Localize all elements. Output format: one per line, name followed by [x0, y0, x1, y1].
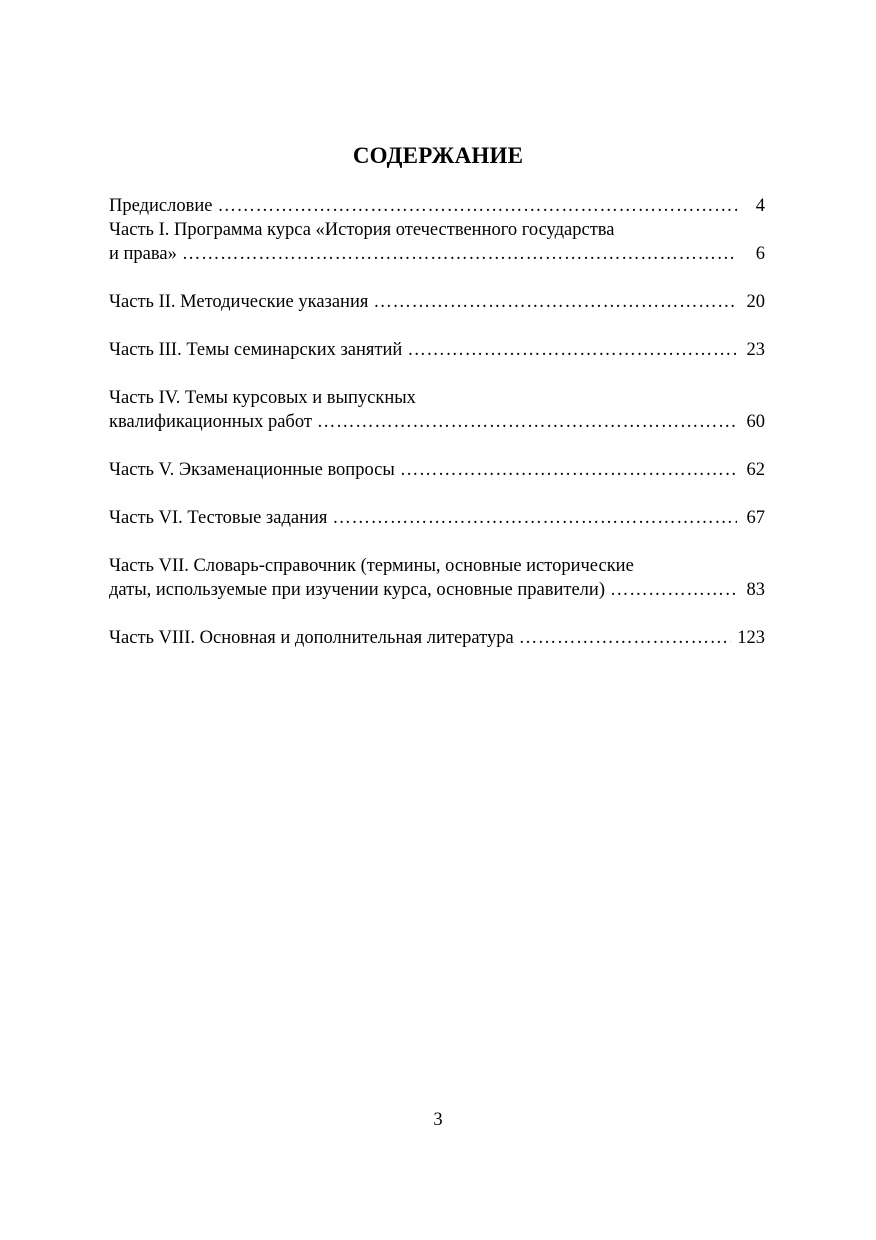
toc-entry-part-4[interactable] [109, 386, 765, 434]
toc-entry-line [109, 578, 765, 602]
toc-entry-line [109, 410, 765, 434]
toc-entry-title: Предисловие [109, 196, 213, 216]
toc-entry-title: даты, используемые при изучении курса, основные правители) [109, 580, 605, 600]
toc-entry-title-line: Часть VII. Словарь-справочник (термины, основные исторические [109, 556, 634, 576]
toc-entry-title-line: Часть I. Программа курса «История отечественного государства [109, 220, 615, 240]
dot-leader [610, 578, 737, 602]
toc-entry-part-3[interactable] [109, 338, 765, 362]
dot-leader [373, 290, 737, 314]
toc-entry-page: 123 [737, 628, 765, 648]
toc-entry-page: 4 [755, 196, 765, 216]
toc-entry-title: Часть VI. Тестовые задания [109, 508, 328, 528]
toc-entry-part-7[interactable] [109, 554, 765, 602]
toc-entry-part-5[interactable] [109, 458, 765, 482]
dot-leader [317, 410, 737, 434]
toc-entry-title-line: Часть IV. Темы курсовых и выпускных [109, 388, 416, 408]
toc-entry-preface[interactable] [109, 194, 765, 218]
toc-entry-page: 83 [746, 580, 765, 600]
toc-entry-title: Часть III. Темы семинарских занятий [109, 340, 403, 360]
dot-leader [217, 194, 737, 218]
dot-leader [519, 626, 732, 650]
page-number: 3 [433, 1110, 443, 1130]
dot-leader [332, 506, 737, 530]
toc-entry-line [109, 506, 765, 530]
toc-entry-part-8[interactable] [109, 626, 765, 650]
toc-entry-part-6[interactable] [109, 506, 765, 530]
toc-entry-line [109, 242, 765, 266]
table-of-contents [109, 194, 765, 650]
dot-leader [407, 338, 737, 362]
toc-entry-page: 23 [746, 340, 765, 360]
toc-entry-page: 67 [746, 508, 765, 528]
toc-entry-part-1[interactable] [109, 218, 765, 266]
toc-entry-page: 62 [746, 460, 765, 480]
toc-entry-title: Часть V. Экзаменационные вопросы [109, 460, 395, 480]
toc-entry-line [109, 458, 765, 482]
dot-leader [182, 242, 737, 266]
toc-entry-part-2[interactable] [109, 290, 765, 314]
toc-entry-line [109, 626, 765, 650]
toc-entry-page: 6 [755, 244, 765, 264]
toc-entry-title: Часть VIII. Основная и дополнительная литература [109, 628, 514, 648]
toc-entry-line [109, 194, 765, 218]
dot-leader [400, 458, 737, 482]
toc-entry-page: 20 [746, 292, 765, 312]
page-title: СОДЕРЖАНИЕ [352, 143, 524, 168]
toc-entry-page: 60 [746, 412, 765, 432]
toc-entry-title: и права» [109, 244, 177, 264]
toc-entry-title: квалификационных работ [109, 412, 312, 432]
toc-entry-line [109, 290, 765, 314]
toc-entry-line [109, 338, 765, 362]
toc-entry-title: Часть II. Методические указания [109, 292, 369, 312]
